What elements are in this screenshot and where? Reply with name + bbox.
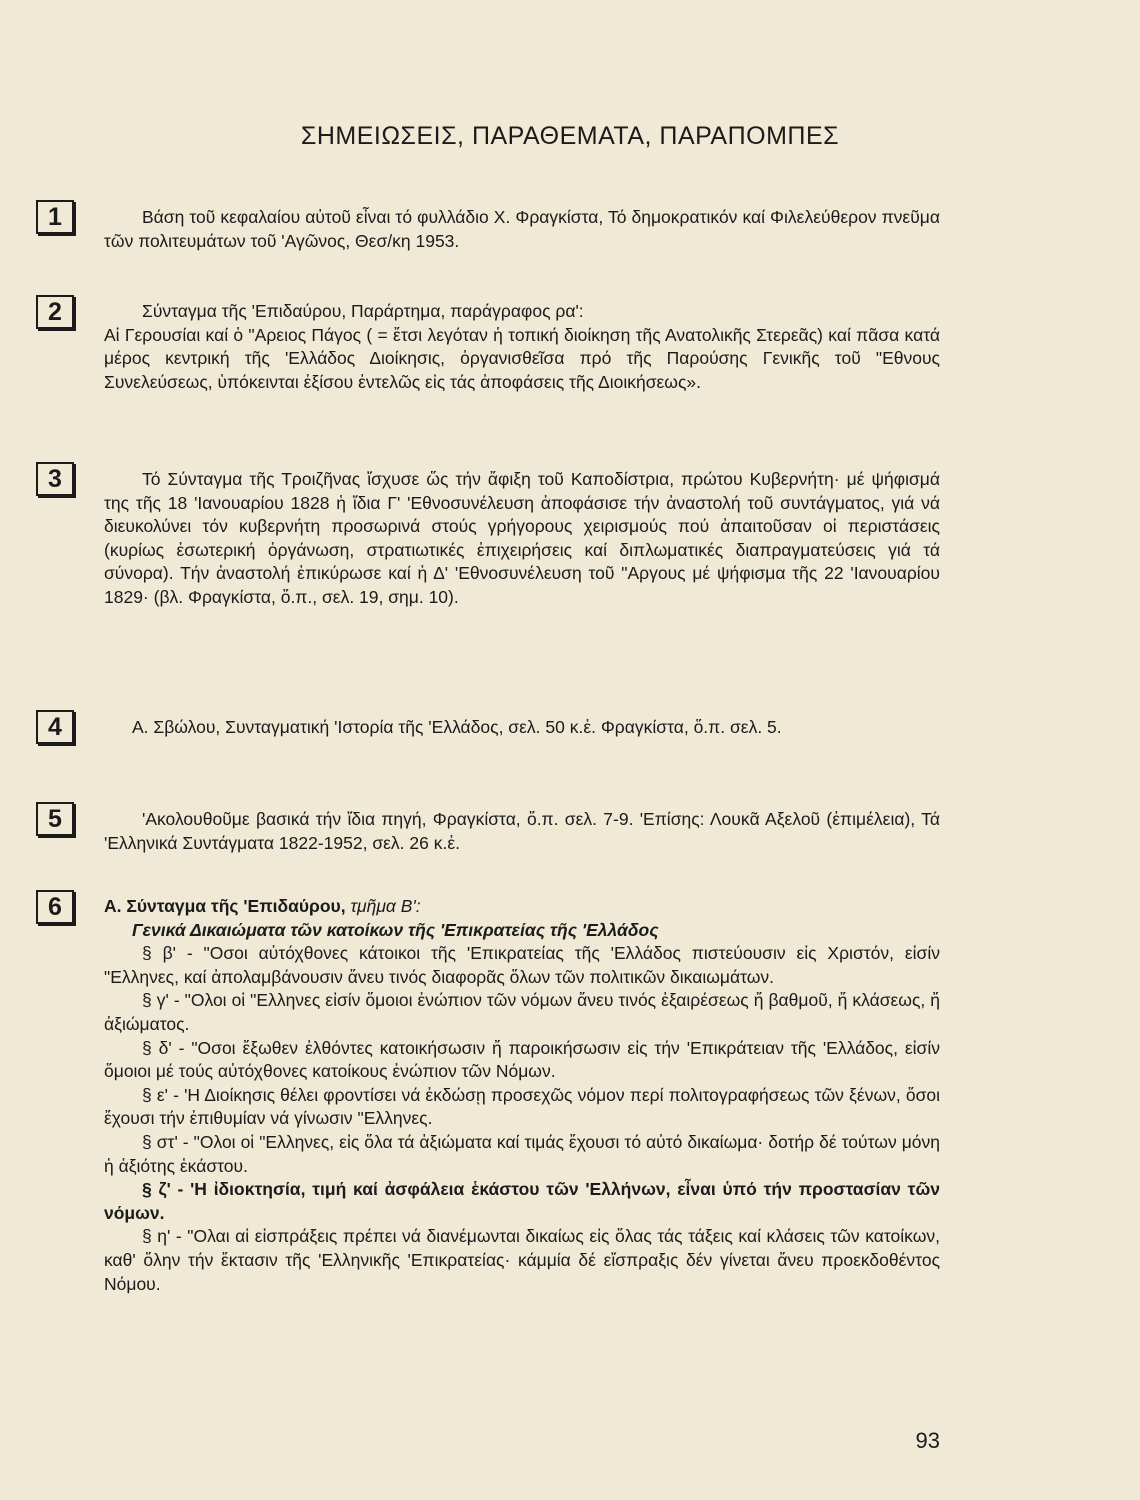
note-text <box>104 468 940 610</box>
constitution-title: Α. Σύνταγμα τῆς 'Επιδαύρου, <box>104 896 346 916</box>
page-title: ΣΗΜΕΙΩΣΕΙΣ, ΠΑΡΑΘΕΜΑΤΑ, ΠΑΡΑΠΟΜΠΕΣ <box>300 122 840 150</box>
note-text <box>104 300 940 394</box>
article-paragraph: § γ' - "Ολοι οἱ "Ελληνες εἰσίν ὅμοιοι ἐνώπιον τῶν νόμων ἄνευ τινός ἐξαιρέσεως ἤ βαθμοῦ, ἤ κλάσεως, ἤ ἀξιώματος. <box>104 990 940 1034</box>
article-paragraph: § δ' - "Οσοι ἔξωθεν ἐλθόντες κατοικήσωσιν ἤ παροικήσωσιν εἰς τήν 'Επικράτειαν τῆς 'Ελλάδος, εἰσίν ὅμοιοι μέ τούς αὐτόχθονες κατοίκους ἐνώπιον τῶν Νόμων. <box>104 1037 940 1082</box>
note-paragraph: Τό Σύνταγμα τῆς Τροιζῆνας ἴσχυσε ὥς τήν ἄφιξη τοῦ Καποδίστρια, πρώτου Κυβερνήτη· μέ ψήφισμά της τῆς 18 'Ιανουαρίου 1828 ἡ ἴδια Γ' 'Εθνοσυνέλευση ἀποφάσισε τήν ἀναστολή τοῦ συντάγματος, γιά νά διευκολύνει τόν κυβερνήτη προσωρινά στούς γρήγορους χειρισμούς πού ἀπαιτοῦσαν οἱ περιστάσεις (κυρίως ἐσωτερική ὀργάνωση, στρατιωτικές ἐπιχειρήσεις καί διπλωματικές διαπραγματεύσεις γιά τά σύνορα). Τήν ἀναστολή ἐπικύρωσε καί ἡ Δ' 'Εθνοσυνέλευση τοῦ "Αργους μέ ψήφισμα τῆς 22 'Ιανουαρίου 1829· (βλ. Φραγκίστα, ὅ.π., σελ. 19, σημ. 10). <box>104 469 940 607</box>
article-paragraph: § η' - "Ολαι αἱ εἰσπράξεις πρέπει νά διανέμωνται δικαίως εἰς ὅλας τάς τάξεις καί κλάσεις τῶν κατοίκων, καθ' ὅλην τήν ἔκτασιν τῆς 'Ελληνικῆς 'Επικρατείας· κάμμία δέ εἴσπραξις δέν γίνεται ἄνευ προεκδοθέντος Νόμου. <box>104 1226 940 1294</box>
note-number-box: 3 <box>36 462 74 496</box>
note-paragraph: Βάση τοῦ κεφαλαίου αὐτοῦ εἶναι τό φυλλάδιο Χ. Φραγκίστα, Τό δημοκρατικόν καί Φιλελεύθερον πνεῦμα τῶν πολιτευμάτων τοῦ 'Αγῶνος, Θεσ/κη 1953. <box>104 207 940 251</box>
note-paragraph: 'Ακολουθοῦμε βασικά τήν ἴδια πηγή, Φραγκίστα, ὅ.π. σελ. 7-9. 'Επίσης: Λουκᾶ Αξελοῦ (ἐπιμέλεια), Τά 'Ελληνικά Συντάγματα 1822-1952, σελ. 26 κ.ἑ. <box>104 809 940 853</box>
note-number-box: 5 <box>36 802 74 836</box>
constitution-heading <box>104 895 940 919</box>
note-text <box>104 808 940 855</box>
article-paragraph: § ζ' - 'Η ἰδιοκτησία, τιμή καί ἀσφάλεια ἑκάστου τῶν 'Ελλήνων, εἶναι ὑπό τήν προστασίαν τῶν νόμων. <box>104 1179 940 1223</box>
note-paragraph: Σύνταγμα τῆς 'Επιδαύρου, Παράρτημα, παράγραφος ρα': <box>142 301 584 321</box>
note-paragraph: Αἱ Γερουσίαι καί ὁ "Αρειος Πάγος ( = ἔτσι λεγόταν ἡ τοπική διοίκηση τῆς Ανατολικῆς Στερεᾶς) καί πᾶσα κατά μέρος κεντρική τῆς 'Ελλάδος Διοίκησις, ὀργανισθεῖσα πρό τῆς Παρούσης Γενικῆς τοῦ "Εθνους Συνελεύσεως, ὑπόκεινται ἐξίσου ἐντελῶς εἰς τάς ἀποφάσεις τῆς Διοικήσεως». <box>104 324 940 392</box>
rights-subheading: Γενικά Δικαιώματα τῶν κατοίκων τῆς 'Επικρατείας τῆς 'Ελλάδος <box>132 919 659 940</box>
constitution-section: τμῆμα Β': <box>350 896 421 916</box>
note-paragraph: Α. Σβώλου, Συνταγματική 'Ιστορία τῆς 'Ελλάδος, σελ. 50 κ.ἑ. Φραγκίστα, ὅ.π. σελ. 5. <box>132 717 782 737</box>
article-paragraph: § ε' - 'Η Διοίκησις θέλει φροντίσει νά ἐκδώσῃ προσεχῶς νόμον περί πολιτογραφήσεως τῶν ξένων, ὅσοι ἔχουσι τήν ἐπιθυμίαν νά γίνωσιν "Ελληνες. <box>104 1084 940 1129</box>
article-paragraph: § στ' - "Ολοι οἱ "Ελληνες, εἰς ὅλα τά ἀξιώματα καί τιμάς ἔχουσι τό αὐτό δικαίωμα· δοτήρ δέ τούτων μόνη ἡ ἀξιότης ἑκάστου. <box>104 1131 940 1176</box>
page-number: 93 <box>915 1428 940 1453</box>
note-text <box>104 716 940 740</box>
note-number-box: 6 <box>36 890 74 924</box>
note-number-box: 2 <box>36 295 74 329</box>
note-number-box: 4 <box>36 710 74 744</box>
note-text <box>104 206 940 253</box>
note-text <box>104 895 940 1296</box>
article-paragraph: § β' - "Οσοι αὐτόχθονες κάτοικοι τῆς 'Επικρατείας τῆς 'Ελλάδος πιστεύουσιν εἰς Χριστόν, εἰσίν "Ελληνες, καί ἀπολαμβάνουσιν ἄνευ τινός διαφορᾶς ὅλων τῶν πολιτικῶν δικαιωμάτων. <box>104 943 940 987</box>
note-number-box: 1 <box>36 200 74 234</box>
